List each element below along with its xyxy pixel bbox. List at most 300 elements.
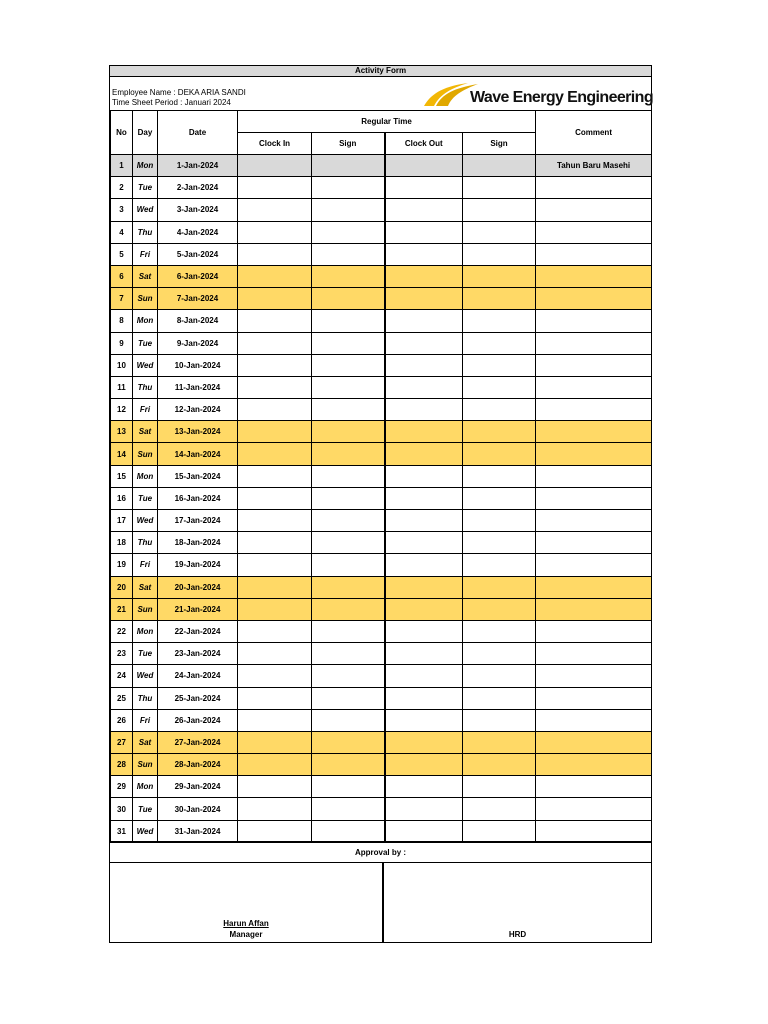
comment-cell[interactable] <box>536 554 652 576</box>
row-date: 29-Jan-2024 <box>158 776 238 798</box>
row-day: Mon <box>133 776 158 798</box>
row-day: Thu <box>133 687 158 709</box>
row-date: 5-Jan-2024 <box>158 243 238 265</box>
sign-out-cell[interactable] <box>463 687 536 709</box>
sign-out-cell[interactable] <box>463 598 536 620</box>
row-date: 4-Jan-2024 <box>158 221 238 243</box>
clock-in-cell[interactable] <box>238 332 312 354</box>
row-day: Fri <box>133 709 158 731</box>
row-date: 17-Jan-2024 <box>158 510 238 532</box>
row-no: 26 <box>111 709 133 731</box>
sign-in-cell[interactable] <box>312 421 385 443</box>
table-row <box>111 487 652 509</box>
clock-out-cell[interactable] <box>385 576 463 598</box>
clock-out-cell[interactable] <box>385 288 463 310</box>
comment-cell[interactable] <box>536 310 652 332</box>
sign-in-cell[interactable] <box>312 576 385 598</box>
row-day: Wed <box>133 510 158 532</box>
row-day: Thu <box>133 532 158 554</box>
sign-in-cell[interactable] <box>312 155 385 177</box>
table-row <box>111 598 652 620</box>
row-no: 20 <box>111 576 133 598</box>
table-row <box>111 687 652 709</box>
sign-in-cell[interactable] <box>312 376 385 398</box>
sign-in-cell[interactable] <box>312 399 385 421</box>
clock-out-cell[interactable] <box>385 354 463 376</box>
table-row <box>111 243 652 265</box>
sign-out-cell[interactable] <box>463 465 536 487</box>
clock-in-cell[interactable] <box>238 687 312 709</box>
table-row <box>111 709 652 731</box>
row-no: 17 <box>111 510 133 532</box>
sign-in-cell[interactable] <box>312 288 385 310</box>
sign-out-cell[interactable] <box>463 155 536 177</box>
row-day: Sat <box>133 731 158 753</box>
row-date: 23-Jan-2024 <box>158 643 238 665</box>
clock-in-cell[interactable] <box>238 199 312 221</box>
row-no: 7 <box>111 288 133 310</box>
row-no: 24 <box>111 665 133 687</box>
row-no: 31 <box>111 820 133 842</box>
clock-in-cell[interactable] <box>238 620 312 642</box>
clock-in-cell[interactable] <box>238 155 312 177</box>
table-row <box>111 199 652 221</box>
sign-out-cell[interactable] <box>463 421 536 443</box>
row-no: 28 <box>111 754 133 776</box>
table-row <box>111 532 652 554</box>
table-row <box>111 798 652 820</box>
table-row <box>111 820 652 842</box>
row-no: 25 <box>111 687 133 709</box>
sign-out-cell[interactable] <box>463 221 536 243</box>
sign-out-cell[interactable] <box>463 177 536 199</box>
sign-out-cell[interactable] <box>463 554 536 576</box>
table-row <box>111 310 652 332</box>
clock-in-cell[interactable] <box>238 643 312 665</box>
row-no: 15 <box>111 465 133 487</box>
clock-out-cell[interactable] <box>385 731 463 753</box>
table-row <box>111 465 652 487</box>
table-row <box>111 288 652 310</box>
clock-out-cell[interactable] <box>385 155 463 177</box>
row-day: Thu <box>133 376 158 398</box>
sign-out-cell[interactable] <box>463 443 536 465</box>
clock-out-cell[interactable] <box>385 399 463 421</box>
clock-out-cell[interactable] <box>385 376 463 398</box>
clock-in-cell[interactable] <box>238 820 312 842</box>
clock-out-cell[interactable] <box>385 598 463 620</box>
timesheet-table <box>110 110 652 843</box>
row-day: Sun <box>133 288 158 310</box>
header-clock-out: Clock Out <box>385 133 463 155</box>
row-date: 26-Jan-2024 <box>158 709 238 731</box>
row-date: 12-Jan-2024 <box>158 399 238 421</box>
company-logo <box>422 78 653 110</box>
clock-in-cell[interactable] <box>238 376 312 398</box>
row-day: Mon <box>133 620 158 642</box>
sign-in-cell[interactable] <box>312 598 385 620</box>
clock-in-cell[interactable] <box>238 177 312 199</box>
clock-out-cell[interactable] <box>385 221 463 243</box>
clock-in-cell[interactable] <box>238 510 312 532</box>
sign-in-cell[interactable] <box>312 443 385 465</box>
sign-in-cell[interactable] <box>312 221 385 243</box>
clock-in-cell[interactable] <box>238 598 312 620</box>
sign-in-cell[interactable] <box>312 554 385 576</box>
clock-out-cell[interactable] <box>385 643 463 665</box>
comment-cell[interactable] <box>536 421 652 443</box>
sign-in-cell[interactable] <box>312 510 385 532</box>
comment-cell[interactable] <box>536 243 652 265</box>
table-row <box>111 265 652 287</box>
row-day: Fri <box>133 243 158 265</box>
row-no: 29 <box>111 776 133 798</box>
row-date: 21-Jan-2024 <box>158 598 238 620</box>
row-date: 6-Jan-2024 <box>158 265 238 287</box>
clock-out-cell[interactable] <box>385 199 463 221</box>
row-no: 23 <box>111 643 133 665</box>
comment-cell[interactable] <box>536 620 652 642</box>
row-no: 9 <box>111 332 133 354</box>
row-date: 16-Jan-2024 <box>158 487 238 509</box>
clock-out-cell[interactable] <box>385 820 463 842</box>
comment-cell[interactable] <box>536 532 652 554</box>
row-day: Wed <box>133 820 158 842</box>
hrd-signature-box[interactable] <box>384 863 651 943</box>
row-day: Mon <box>133 465 158 487</box>
sign-out-cell[interactable] <box>463 576 536 598</box>
sign-out-cell[interactable] <box>463 820 536 842</box>
row-day: Sun <box>133 598 158 620</box>
header-regular-time: Regular Time <box>238 111 536 133</box>
row-no: 19 <box>111 554 133 576</box>
manager-name: Harun Affan <box>223 919 269 928</box>
row-no: 8 <box>111 310 133 332</box>
clock-out-cell[interactable] <box>385 687 463 709</box>
sign-in-cell[interactable] <box>312 731 385 753</box>
row-day: Tue <box>133 487 158 509</box>
sign-in-cell[interactable] <box>312 532 385 554</box>
table-row <box>111 665 652 687</box>
table-row <box>111 776 652 798</box>
comment-cell[interactable] <box>536 776 652 798</box>
clock-in-cell[interactable] <box>238 754 312 776</box>
comment-cell[interactable] <box>536 354 652 376</box>
sign-in-cell[interactable] <box>312 354 385 376</box>
row-day: Tue <box>133 798 158 820</box>
table-row <box>111 554 652 576</box>
clock-out-cell[interactable] <box>385 243 463 265</box>
sign-in-cell[interactable] <box>312 332 385 354</box>
sign-in-cell[interactable] <box>312 776 385 798</box>
table-row <box>111 731 652 753</box>
table-row <box>111 221 652 243</box>
sign-in-cell[interactable] <box>312 265 385 287</box>
form-title: Activity Form <box>110 66 651 77</box>
comment-cell[interactable] <box>536 643 652 665</box>
row-no: 12 <box>111 399 133 421</box>
comment-cell[interactable] <box>536 332 652 354</box>
row-no: 4 <box>111 221 133 243</box>
approval-label: Approval by : <box>110 841 651 863</box>
comment-cell[interactable] <box>536 820 652 842</box>
employee-name: Employee Name : DEKA ARIA SANDI <box>112 88 246 97</box>
row-no: 22 <box>111 620 133 642</box>
row-date: 7-Jan-2024 <box>158 288 238 310</box>
row-day: Wed <box>133 199 158 221</box>
header-sign-2: Sign <box>463 133 536 155</box>
row-date: 10-Jan-2024 <box>158 354 238 376</box>
table-row <box>111 376 652 398</box>
clock-in-cell[interactable] <box>238 421 312 443</box>
row-no: 13 <box>111 421 133 443</box>
sign-in-cell[interactable] <box>312 620 385 642</box>
row-day: Tue <box>133 177 158 199</box>
table-row <box>111 155 652 177</box>
sign-in-cell[interactable] <box>312 665 385 687</box>
row-date: 28-Jan-2024 <box>158 754 238 776</box>
clock-out-cell[interactable] <box>385 265 463 287</box>
row-date: 30-Jan-2024 <box>158 798 238 820</box>
sign-in-cell[interactable] <box>312 754 385 776</box>
clock-out-cell[interactable] <box>385 310 463 332</box>
row-day: Tue <box>133 332 158 354</box>
row-day: Mon <box>133 310 158 332</box>
clock-out-cell[interactable] <box>385 487 463 509</box>
row-day: Fri <box>133 554 158 576</box>
clock-in-cell[interactable] <box>238 310 312 332</box>
clock-in-cell[interactable] <box>238 399 312 421</box>
clock-out-cell[interactable] <box>385 709 463 731</box>
clock-in-cell[interactable] <box>238 576 312 598</box>
row-date: 22-Jan-2024 <box>158 620 238 642</box>
row-day: Wed <box>133 354 158 376</box>
comment-cell[interactable] <box>536 265 652 287</box>
row-day: Thu <box>133 221 158 243</box>
comment-cell[interactable] <box>536 754 652 776</box>
row-no: 11 <box>111 376 133 398</box>
row-day: Mon <box>133 155 158 177</box>
row-no: 2 <box>111 177 133 199</box>
sign-out-cell[interactable] <box>463 709 536 731</box>
sign-out-cell[interactable] <box>463 665 536 687</box>
row-date: 24-Jan-2024 <box>158 665 238 687</box>
table-row <box>111 421 652 443</box>
manager-title: Manager <box>229 930 263 939</box>
row-no: 1 <box>111 155 133 177</box>
comment-cell[interactable] <box>536 465 652 487</box>
manager-signature-box[interactable] <box>110 863 384 943</box>
row-day: Sat <box>133 265 158 287</box>
sign-out-cell[interactable] <box>463 510 536 532</box>
timesheet-period: Time Sheet Period : Januari 2024 <box>112 98 231 107</box>
sign-in-cell[interactable] <box>312 798 385 820</box>
clock-in-cell[interactable] <box>238 243 312 265</box>
header-clock-in: Clock In <box>238 133 312 155</box>
clock-in-cell[interactable] <box>238 532 312 554</box>
table-row <box>111 354 652 376</box>
clock-out-cell[interactable] <box>385 776 463 798</box>
header-sign-1: Sign <box>312 133 385 155</box>
table-row <box>111 510 652 532</box>
sign-in-cell[interactable] <box>312 310 385 332</box>
row-day: Sat <box>133 576 158 598</box>
comment-cell[interactable] <box>536 576 652 598</box>
row-day: Tue <box>133 643 158 665</box>
header-comment: Comment <box>536 111 652 155</box>
row-date: 27-Jan-2024 <box>158 731 238 753</box>
clock-out-cell[interactable] <box>385 532 463 554</box>
row-date: 15-Jan-2024 <box>158 465 238 487</box>
activity-form-sheet <box>109 65 652 943</box>
clock-out-cell[interactable] <box>385 332 463 354</box>
clock-in-cell[interactable] <box>238 731 312 753</box>
sign-in-cell[interactable] <box>312 687 385 709</box>
table-row <box>111 443 652 465</box>
comment-cell[interactable] <box>536 399 652 421</box>
comment-cell[interactable] <box>536 665 652 687</box>
row-day: Fri <box>133 399 158 421</box>
sign-out-cell[interactable] <box>463 731 536 753</box>
clock-in-cell[interactable] <box>238 487 312 509</box>
sign-out-cell[interactable] <box>463 243 536 265</box>
sign-out-cell[interactable] <box>463 376 536 398</box>
row-date: 20-Jan-2024 <box>158 576 238 598</box>
clock-out-cell[interactable] <box>385 554 463 576</box>
comment-cell[interactable] <box>536 731 652 753</box>
clock-out-cell[interactable] <box>385 620 463 642</box>
table-row <box>111 332 652 354</box>
comment-cell[interactable] <box>536 510 652 532</box>
header-day: Day <box>133 111 158 155</box>
comment-cell[interactable] <box>536 798 652 820</box>
row-date: 8-Jan-2024 <box>158 310 238 332</box>
row-date: 11-Jan-2024 <box>158 376 238 398</box>
clock-in-cell[interactable] <box>238 665 312 687</box>
sign-out-cell[interactable] <box>463 199 536 221</box>
comment-cell[interactable] <box>536 443 652 465</box>
table-row <box>111 399 652 421</box>
clock-in-cell[interactable] <box>238 265 312 287</box>
clock-in-cell[interactable] <box>238 554 312 576</box>
hrd-title: HRD <box>508 930 527 939</box>
sign-in-cell[interactable] <box>312 643 385 665</box>
sign-in-cell[interactable] <box>312 487 385 509</box>
sign-out-cell[interactable] <box>463 487 536 509</box>
comment-cell[interactable] <box>536 288 652 310</box>
comment-cell[interactable] <box>536 487 652 509</box>
clock-in-cell[interactable] <box>238 354 312 376</box>
clock-out-cell[interactable] <box>385 798 463 820</box>
clock-out-cell[interactable] <box>385 177 463 199</box>
clock-in-cell[interactable] <box>238 798 312 820</box>
row-no: 30 <box>111 798 133 820</box>
comment-cell[interactable] <box>536 709 652 731</box>
comment-cell[interactable] <box>536 376 652 398</box>
comment-cell[interactable] <box>536 177 652 199</box>
row-no: 6 <box>111 265 133 287</box>
row-day: Wed <box>133 665 158 687</box>
sign-in-cell[interactable] <box>312 177 385 199</box>
row-no: 18 <box>111 532 133 554</box>
sign-out-cell[interactable] <box>463 776 536 798</box>
header-date: Date <box>158 111 238 155</box>
row-no: 27 <box>111 731 133 753</box>
row-date: 3-Jan-2024 <box>158 199 238 221</box>
row-no: 21 <box>111 598 133 620</box>
row-date: 14-Jan-2024 <box>158 443 238 465</box>
sign-out-cell[interactable] <box>463 310 536 332</box>
sign-out-cell[interactable] <box>463 643 536 665</box>
clock-out-cell[interactable] <box>385 754 463 776</box>
row-date: 13-Jan-2024 <box>158 421 238 443</box>
row-date: 2-Jan-2024 <box>158 177 238 199</box>
row-no: 14 <box>111 443 133 465</box>
table-row <box>111 754 652 776</box>
sign-out-cell[interactable] <box>463 532 536 554</box>
table-row <box>111 576 652 598</box>
sign-in-cell[interactable] <box>312 465 385 487</box>
clock-in-cell[interactable] <box>238 709 312 731</box>
clock-out-cell[interactable] <box>385 665 463 687</box>
comment-cell[interactable] <box>536 598 652 620</box>
comment-cell[interactable] <box>536 687 652 709</box>
header-no: No <box>111 111 133 155</box>
clock-in-cell[interactable] <box>238 443 312 465</box>
sign-out-cell[interactable] <box>463 354 536 376</box>
sign-out-cell[interactable] <box>463 288 536 310</box>
row-date: 1-Jan-2024 <box>158 155 238 177</box>
sign-out-cell[interactable] <box>463 754 536 776</box>
sign-out-cell[interactable] <box>463 332 536 354</box>
row-date: 9-Jan-2024 <box>158 332 238 354</box>
row-date: 25-Jan-2024 <box>158 687 238 709</box>
sign-out-cell[interactable] <box>463 399 536 421</box>
clock-out-cell[interactable] <box>385 465 463 487</box>
sign-out-cell[interactable] <box>463 620 536 642</box>
comment-cell[interactable]: Tahun Baru Masehi <box>536 155 652 177</box>
row-no: 10 <box>111 354 133 376</box>
row-no: 3 <box>111 199 133 221</box>
clock-in-cell[interactable] <box>238 465 312 487</box>
clock-in-cell[interactable] <box>238 776 312 798</box>
comment-cell[interactable] <box>536 199 652 221</box>
sign-in-cell[interactable] <box>312 820 385 842</box>
row-day: Sun <box>133 754 158 776</box>
sign-out-cell[interactable] <box>463 798 536 820</box>
clock-out-cell[interactable] <box>385 421 463 443</box>
clock-in-cell[interactable] <box>238 288 312 310</box>
clock-out-cell[interactable] <box>385 510 463 532</box>
row-no: 5 <box>111 243 133 265</box>
table-row <box>111 620 652 642</box>
sign-in-cell[interactable] <box>312 243 385 265</box>
sign-out-cell[interactable] <box>463 265 536 287</box>
row-day: Sun <box>133 443 158 465</box>
row-date: 18-Jan-2024 <box>158 532 238 554</box>
sign-in-cell[interactable] <box>312 709 385 731</box>
row-no: 16 <box>111 487 133 509</box>
row-day: Sat <box>133 421 158 443</box>
row-date: 19-Jan-2024 <box>158 554 238 576</box>
clock-in-cell[interactable] <box>238 221 312 243</box>
comment-cell[interactable] <box>536 221 652 243</box>
sign-in-cell[interactable] <box>312 199 385 221</box>
table-row <box>111 643 652 665</box>
clock-out-cell[interactable] <box>385 443 463 465</box>
row-date: 31-Jan-2024 <box>158 820 238 842</box>
table-row <box>111 177 652 199</box>
